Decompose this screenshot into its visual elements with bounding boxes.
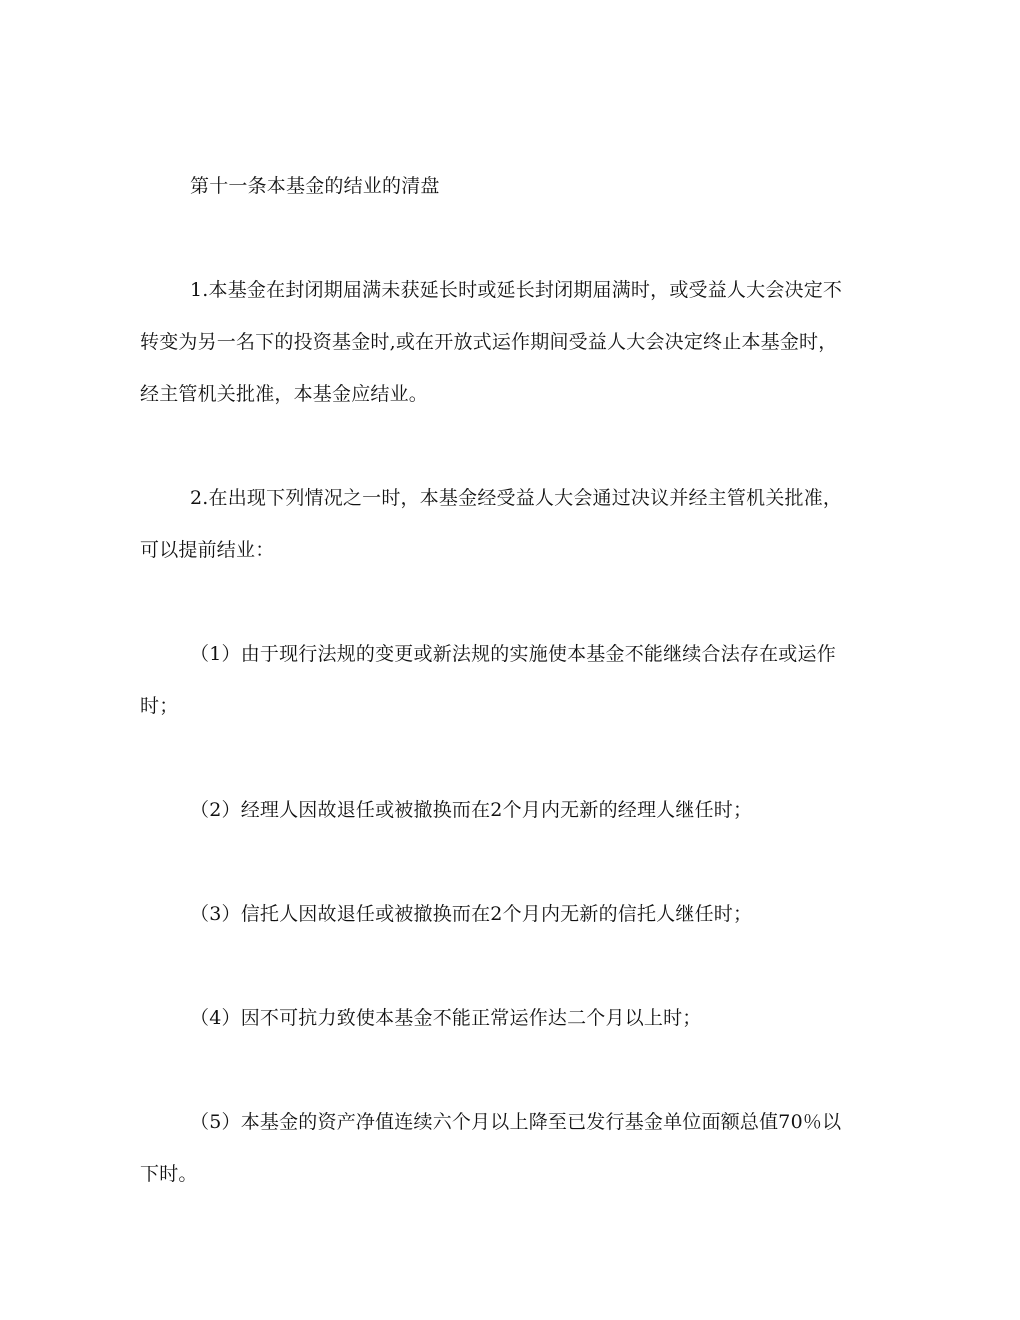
paragraph-line: 可以提前结业：	[140, 539, 275, 561]
paragraph-line: 经主管机关批准，本基金应结业。	[140, 383, 429, 405]
list-item-line: （3）信托人因故退任或被撤换而在2个月内无新的信托人继任时；	[190, 903, 753, 925]
list-item-line: 下时。	[140, 1163, 198, 1185]
list-item-line: （2）经理人因故退任或被撤换而在2个月内无新的经理人继任时；	[190, 799, 753, 821]
list-item-line: 时；	[140, 695, 179, 717]
list-item-line: （4）因不可抗力致使本基金不能正常运作达二个月以上时；	[190, 1007, 702, 1029]
section-heading: 第十一条本基金的结业的清盘	[190, 175, 440, 197]
list-item-line: （1）由于现行法规的变更或新法规的实施使本基金不能继续合法存在或运作	[190, 643, 836, 665]
paragraph-line: 2.在出现下列情况之一时，本基金经受益人大会通过决议并经主管机关批准，	[190, 487, 843, 509]
paragraph-line: 转变为另一名下的投资基金时,或在开放式运作期间受益人大会决定终止本基金时，	[140, 331, 838, 353]
list-item-line: （5）本基金的资产净值连续六个月以上降至已发行基金单位面额总值70％以	[190, 1111, 842, 1133]
paragraph-line: 1.本基金在封闭期届满未获延长时或延长封闭期届满时，或受益人大会决定不	[190, 279, 843, 301]
